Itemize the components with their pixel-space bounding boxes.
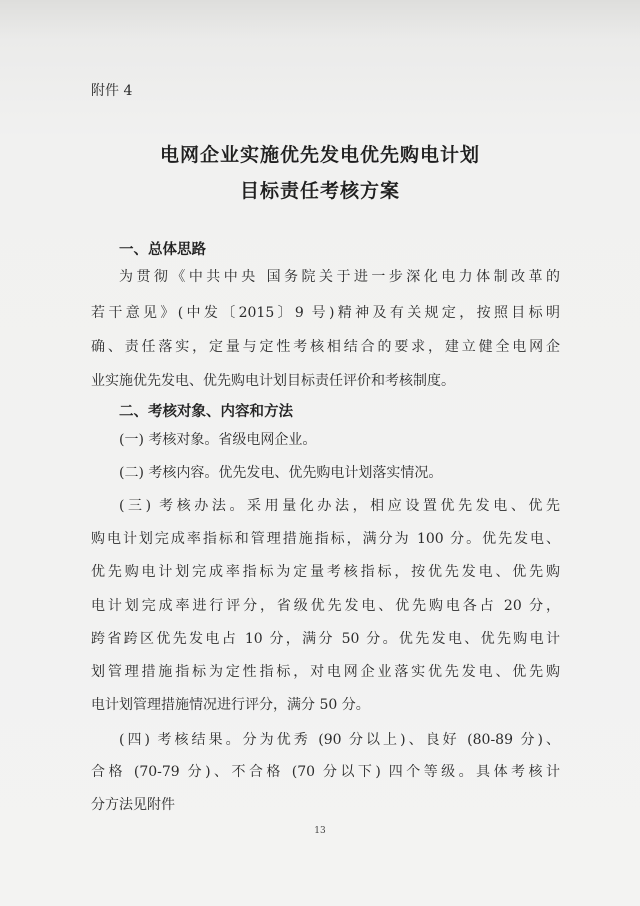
item-3-line: 电计划完成率进行评分，省级优先发电、优先购电各占 20 分，	[91, 598, 560, 614]
section-2-heading: 二、考核对象、内容和方法	[119, 403, 293, 420]
page-number: 13	[314, 826, 326, 836]
item-3-line: 电计划管理措施情况进行评分，满分 50 分。	[91, 697, 370, 713]
document-title-line-2: 目标责任考核方案	[239, 180, 400, 202]
document-title-line-1: 电网企业实施优先发电优先购电计划	[159, 144, 480, 166]
item-4-line: 分方法见附件	[91, 797, 175, 813]
paragraph-line: 业实施优先发电、优先购电计划目标责任评价和考核制度。	[91, 373, 455, 389]
item-4-line: 合格 (70-79 分)、不合格 (70 分以下) 四个等级。具体考核计	[91, 764, 560, 780]
item-3-line: (三) 考核办法。采用量化办法，相应设置优先发电、优先	[119, 498, 560, 514]
section-1-heading: 一、总体思路	[119, 241, 206, 258]
item-3-line: 划管理措施指标为定性指标，对电网企业落实优先发电、优先购	[91, 664, 560, 680]
paragraph-line: 若干意见》(中发〔2015〕9 号)精神及有关规定，按照目标明	[91, 305, 560, 321]
paragraph-line: 为贯彻《中共中央 国务院关于进一步深化电力体制改革的	[119, 269, 560, 285]
item-4-line: (四) 考核结果。分为优秀 (90 分以上)、良好 (80-89 分)、	[119, 732, 560, 748]
item-2-line: (二) 考核内容。优先发电、优先购电计划落实情况。	[119, 465, 443, 481]
attachment-label: 附件 4	[91, 83, 133, 99]
item-3-line: 购电计划完成率指标和管理措施指标，满分为 100 分。优先发电、	[91, 531, 560, 547]
item-3-line: 优先购电计划完成率指标为定量考核指标，按优先发电、优先购	[91, 564, 560, 580]
item-1-line: (一) 考核对象。省级电网企业。	[119, 432, 317, 448]
paragraph-line: 确、责任落实，定量与定性考核相结合的要求，建立健全电网企	[91, 339, 560, 355]
item-3-line: 跨省跨区优先发电占 10 分，满分 50 分。优先发电、优先购电计	[91, 631, 560, 647]
